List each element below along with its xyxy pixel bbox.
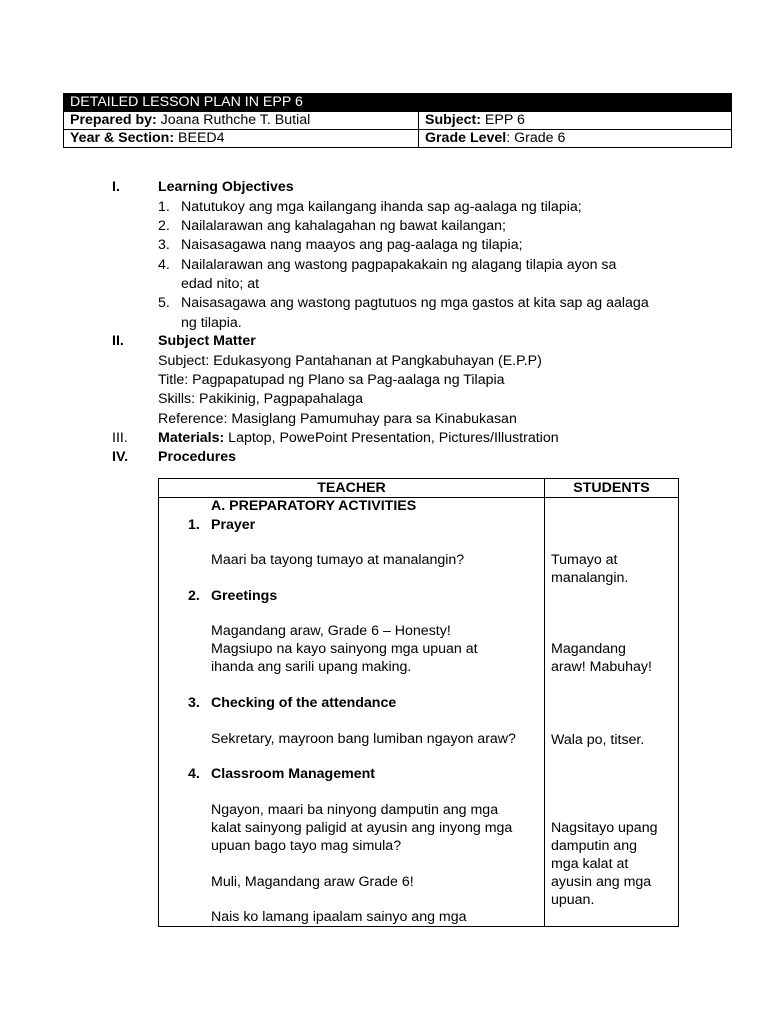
student-line: ayusin ang mga — [551, 874, 652, 890]
teacher-line: upuan bago tayo mag simula? — [211, 838, 402, 854]
objective-number: 4. — [158, 257, 170, 273]
teacher-column-header: TEACHER — [159, 479, 545, 498]
teacher-column — [159, 498, 545, 927]
teacher-line: Nais ko lamang ipaalam sainyo ang mga — [211, 909, 467, 925]
grade-level-cell — [419, 130, 732, 148]
materials-label: Materials: — [158, 430, 225, 446]
student-line: manalangin. — [551, 570, 629, 586]
step-title-greetings: Greetings — [211, 588, 278, 604]
step-number: 4. — [188, 766, 200, 782]
students-column-header: STUDENTS — [545, 479, 679, 498]
student-line: mga kalat at — [551, 856, 629, 872]
step-number: 3. — [188, 695, 200, 711]
objective-number: 1. — [158, 199, 170, 215]
section-heading: Subject Matter — [158, 333, 256, 349]
student-line: Wala po, titser. — [551, 732, 645, 748]
materials-value: Laptop, PowePoint Presentation, Pictures/Illustration — [224, 430, 559, 446]
prepared-by-value: Joana Ruthche T. Butial — [156, 112, 311, 128]
lesson-plan-header-table — [63, 93, 732, 148]
students-column — [545, 498, 679, 927]
materials-line — [158, 430, 559, 446]
teacher-line: Muli, Magandang araw Grade 6! — [211, 874, 414, 890]
reference-line: Reference: Masiglang Pamumuhay para sa Kinabukasan — [158, 411, 517, 427]
subject-value: EPP 6 — [480, 112, 525, 128]
objective-text: Naisasagawa ang wastong pagtutuos ng mga gastos at kita sap ag aalaga — [181, 295, 649, 311]
student-line: araw! Mabuhay! — [551, 659, 652, 675]
year-section-label: Year & Section: — [70, 130, 175, 146]
section-numeral: III. — [112, 430, 128, 446]
teacher-line: ihanda ang sarili upang making. — [211, 659, 412, 675]
student-line: damputin ang — [551, 838, 637, 854]
teacher-line: Magandang araw, Grade 6 – Honesty! — [211, 623, 451, 639]
step-title-prayer: Prayer — [211, 517, 256, 533]
objective-text: Nailalarawan ang kahalagahan ng bawat kailangan; — [181, 218, 506, 234]
subject-label: Subject: — [425, 112, 481, 128]
step-title-classroom-management: Classroom Management — [211, 766, 375, 782]
objective-text-continued: ng tilapia. — [181, 315, 242, 331]
step-number: 2. — [188, 588, 200, 604]
section-heading: Learning Objectives — [158, 179, 294, 195]
grade-level-value: : Grade 6 — [506, 130, 566, 146]
student-line: Tumayo at — [551, 552, 618, 568]
student-line: Magandang — [551, 641, 626, 657]
section-numeral: IV. — [112, 449, 129, 465]
teacher-line: Magsiupo na kayo sainyong mga upuan at — [211, 641, 478, 657]
document-title: DETAILED LESSON PLAN IN EPP 6 — [64, 94, 732, 112]
step-number: 1. — [188, 517, 200, 533]
objective-number: 3. — [158, 237, 170, 253]
step-title-attendance: Checking of the attendance — [211, 695, 397, 711]
year-section-value: BEED4 — [174, 130, 225, 146]
section-numeral: I. — [112, 179, 120, 195]
prepared-by-cell — [64, 112, 419, 130]
title-line: Title: Pagpapatupad ng Plano sa Pag-aalaga ng Tilapia — [158, 372, 505, 388]
grade-level-label: Grade Level — [425, 130, 507, 146]
student-line: Nagsitayo upang — [551, 820, 658, 836]
section-numeral: II. — [112, 333, 124, 349]
objective-text-continued: edad nito; at — [181, 276, 260, 292]
part-a-heading: A. PREPARATORY ACTIVITIES — [211, 498, 417, 514]
skills-line: Skills: Pakikinig, Pagpapahalaga — [158, 391, 364, 407]
objective-text: Naisasagawa nang maayos ang pag-aalaga ng tilapia; — [181, 237, 523, 253]
objective-number: 2. — [158, 218, 170, 234]
objective-text: Nailalarawan ang wastong pagpapakakain ng alagang tilapia ayon sa — [181, 257, 617, 273]
objective-text: Natutukoy ang mga kailangang ihanda sap ag-aalaga ng tilapia; — [181, 199, 582, 215]
procedures-table — [158, 478, 679, 927]
objective-number: 5. — [158, 295, 170, 311]
teacher-line: Sekretary, mayroon bang lumiban ngayon araw? — [211, 731, 516, 747]
student-line: upuan. — [551, 892, 595, 908]
teacher-line: Ngayon, maari ba ninyong damputin ang mga — [211, 802, 499, 818]
subject-line: Subject: Edukasyong Pantahanan at Pangkabuhayan (E.P.P) — [158, 353, 542, 369]
section-heading: Procedures — [158, 449, 237, 465]
subject-cell — [419, 112, 732, 130]
teacher-line: kalat sainyong paligid at ayusin ang inyong mga — [211, 820, 513, 836]
prepared-by-label: Prepared by: — [70, 112, 157, 128]
teacher-line: Maari ba tayong tumayo at manalangin? — [211, 552, 465, 568]
year-section-cell — [64, 130, 419, 148]
